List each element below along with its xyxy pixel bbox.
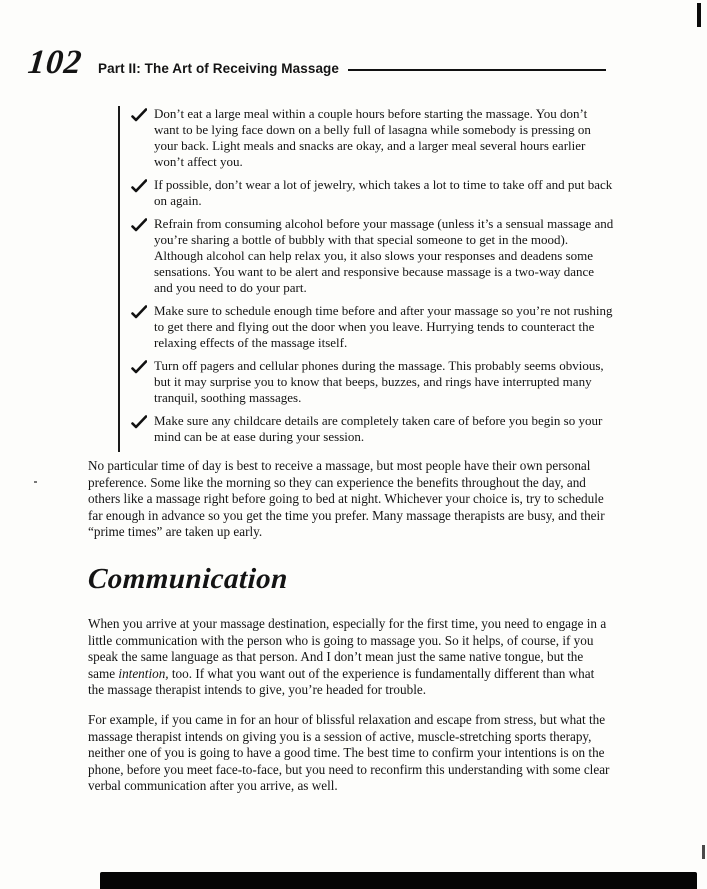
scan-artifact-top-right [697,3,701,27]
checkmark-bullet-icon [131,108,147,122]
list-item [131,106,614,170]
list-item [131,216,614,296]
scan-artifact-right-edge [702,845,705,859]
running-head-title: Part II: The Art of Receiving Massage [98,61,340,76]
list-item-text: Make sure any childcare details are completely taken care of before you begin so your mind can be at ease during your session. [154,413,603,444]
paragraph-text: When you arrive at your massage destination, especially for the first time, you need to engage in a little communication with the person who is going to massage you. So it helps, of course, if you speak the same language as that person. And I don’t mean just the same native tongue, but the same [88,616,607,681]
paragraph-text: too. If what you want out of the experience is fundamentally different than what the massage therapist intends to give, you’re headed for trouble. [88,665,595,697]
checkmark-bullet-icon [131,218,147,232]
checkmark-bullet-icon [131,305,147,319]
list-item-text: Don’t eat a large meal within a couple hours before starting the massage. You don’t want to be lying face down on a belly full of lasagna while somebody is pressing on your back. Light meals and snacks are okay, and a larger meal several hours earlier won’t affect you. [154,106,591,169]
list-item [131,177,614,209]
page-number: 102 [26,44,84,81]
scan-artifact-bottom-bar [100,872,697,889]
page-header [28,46,606,80]
list-item [131,358,614,406]
paragraph-communication-2: For example, if you came in for an hour of blissful relaxation and escape from stress, but what the massage therapist intends on giving you is a session of active, muscle-stretching sports therapy, neither one of you is going to have a good time. The best time to confirm your intentions is on the phone, before you meet face-to-face, but you need to reconfirm this understanding with some clear verbal communication after you arrive, as well. [88,712,610,793]
paragraph-communication-1 [88,616,610,699]
list-item-text: Refrain from consuming alcohol before your massage (unless it’s a sensual massage and you’re sharing a bottle of bubbly with that special someone to get in the mood). Although alcohol can help relax you, it also slows your responses and deadens some sensations. You want to be alert and responsive because massage is a two-way dance and you need to do your part. [154,216,614,295]
list-item [131,413,614,445]
scan-artifact-left-speck [34,481,37,483]
list-item-text: Turn off pagers and cellular phones during the massage. This probably seems obvious, but it may surprise you to know that beeps, buzzes, and rings have interrupted many tranquil, soothing massages. [154,358,604,405]
checkmark-bullet-icon [131,179,147,193]
list-item-text: If possible, don’t wear a lot of jewelry, which takes a lot to time to take off and put back on again. [154,177,613,208]
header-rule [348,69,606,71]
list-item-text: Make sure to schedule enough time before and after your massage so you’re not rushing to get there and flying out the door when you leave. Hurrying tends to counteract the relaxing effects of the massage itself. [154,303,613,350]
list-item [131,303,614,351]
checkmark-bullet-icon [131,415,147,429]
paragraph-scheduling: No particular time of day is best to receive a massage, but most people have their own personal preference. Some like the morning so they can experience the benefits throughout the day, and others like a massage right before going to bed at night. Whichever your choice is, try to schedule far enough in advance so you get the time you prefer. Many massage therapists are busy, and their “prime times” are taken up early. [88,458,605,539]
tips-checklist [118,106,614,452]
italic-word: intention, [118,665,169,681]
section-heading-communication: Communication [87,563,289,595]
checkmark-bullet-icon [131,360,147,374]
